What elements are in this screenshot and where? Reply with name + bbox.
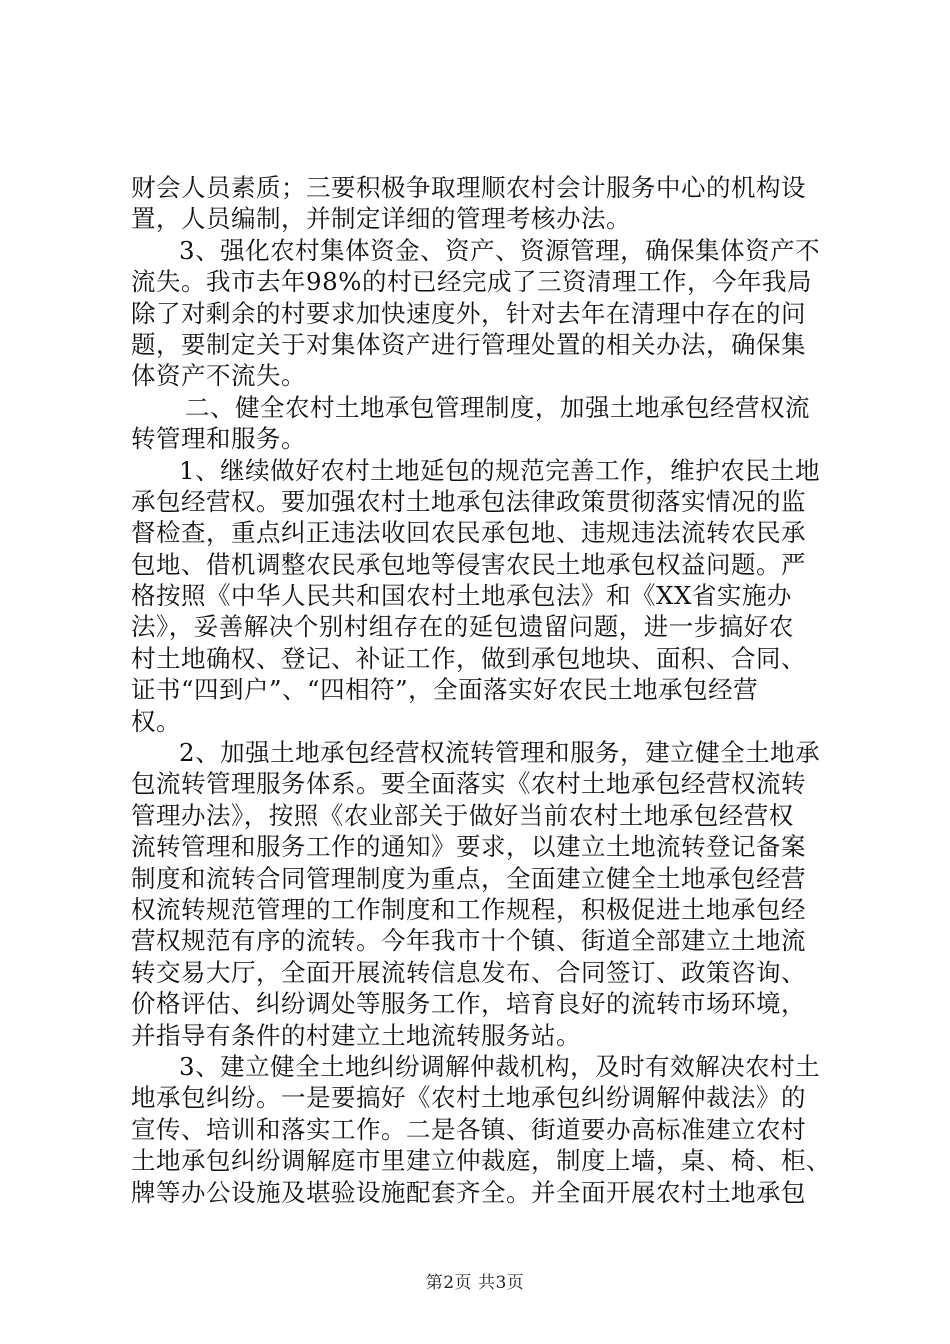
text-line: 土地承包纠纷调解庭市里建立仲裁庭，制度上墙，桌、椅、柜、 [131,1146,831,1176]
text-line: 法》，妥善解决个别村组存在的延包遗留问题，进一步搞好农 [131,612,794,642]
text-line: 财会人员素质；三要积极争取理顺农村会计服务中心的机构设 [131,173,806,202]
text-line: 3、建立健全土地纠纷调解仲裁机构，及时有效解决农村土 [179,1051,821,1081]
text-line: 权流转规范管理的工作制度和工作规程，积极促进土地承包经 [131,894,806,924]
page-footer: 第2页 共3页 [425,1273,525,1293]
text-line: 二、健全农村土地承包管理制度，加强土地承包经营权流 [185,392,810,422]
text-line: 承包经营权。要加强农村土地承包法律政策贯彻落实情况的监 [131,486,806,516]
text-line: 包地、借机调整农民承包地等侵害农民土地承包权益问题。严 [131,549,806,579]
text-line: 3、强化农村集体资金、资产、资源管理，确保集体资产不 [179,235,821,265]
text-line: 证书“四到户”、“四相符”，全面落实好农民土地承包经营 [131,675,759,705]
text-line: 置，人员编制，并制定详细的管理考核办法。 [131,204,631,234]
text-line: 制度和流转合同管理制度为重点，全面建立健全土地承包经营 [131,863,806,893]
text-line: 流失。我市去年98%的村已经完成了三资清理工作，今年我局 [131,267,812,297]
text-line: 村土地确权、登记、补证工作，做到承包地块、面积、合同、 [131,643,806,673]
text-line: 1、继续做好农村土地延包的规范完善工作，维护农民土地 [179,455,821,485]
text-line: 转交易大厅，全面开展流转信息发布、合同签订、政策咨询、 [131,957,806,987]
text-line: 牌等办公设施及堪验设施配套齐全。并全面开展农村土地承包 [131,1177,806,1207]
text-line: 督检查，重点纠正违法收回农民承包地、违规违法流转农民承 [131,518,806,548]
text-line: 价格评估、纠纷调处等服务工作，培育良好的流转市场环境， [131,989,806,1019]
text-line: 宣传、培训和落实工作。二是各镇、街道要办高标准建立农村 [131,1114,806,1144]
text-line: 包流转管理服务体系。要全面落实《农村土地承包经营权流转 [131,769,806,799]
text-line: 管理办法》，按照《农业部关于做好当前农村土地承包经营权 [131,800,794,830]
text-line: 格按照《中华人民共和国农村土地承包法》和《XX省实施办 [131,581,792,611]
text-line: 并指导有条件的村建立土地流转服务站。 [131,1020,581,1050]
text-line: 除了对剩余的村要求加快速度外，针对去年在清理中存在的问 [131,298,806,328]
text-line: 题，要制定关于对集体资产进行管理处置的相关办法，确保集 [131,329,806,359]
text-line: 体资产不流失。 [131,361,306,391]
text-line: 营权规范有序的流转。今年我市十个镇、街道全部建立土地流 [131,926,806,956]
body-text [131,172,831,1208]
text-line: 转管理和服务。 [131,424,306,454]
document-body [131,172,831,1208]
text-line: 流转管理和服务工作的通知》要求，以建立土地流转登记备案 [131,832,806,862]
text-line: 地承包纠纷。一是要搞好《农村土地承包纠纷调解仲裁法》的 [131,1083,806,1113]
text-line: 2、加强土地承包经营权流转管理和服务，建立健全土地承 [179,738,821,768]
text-line: 权。 [131,706,181,736]
